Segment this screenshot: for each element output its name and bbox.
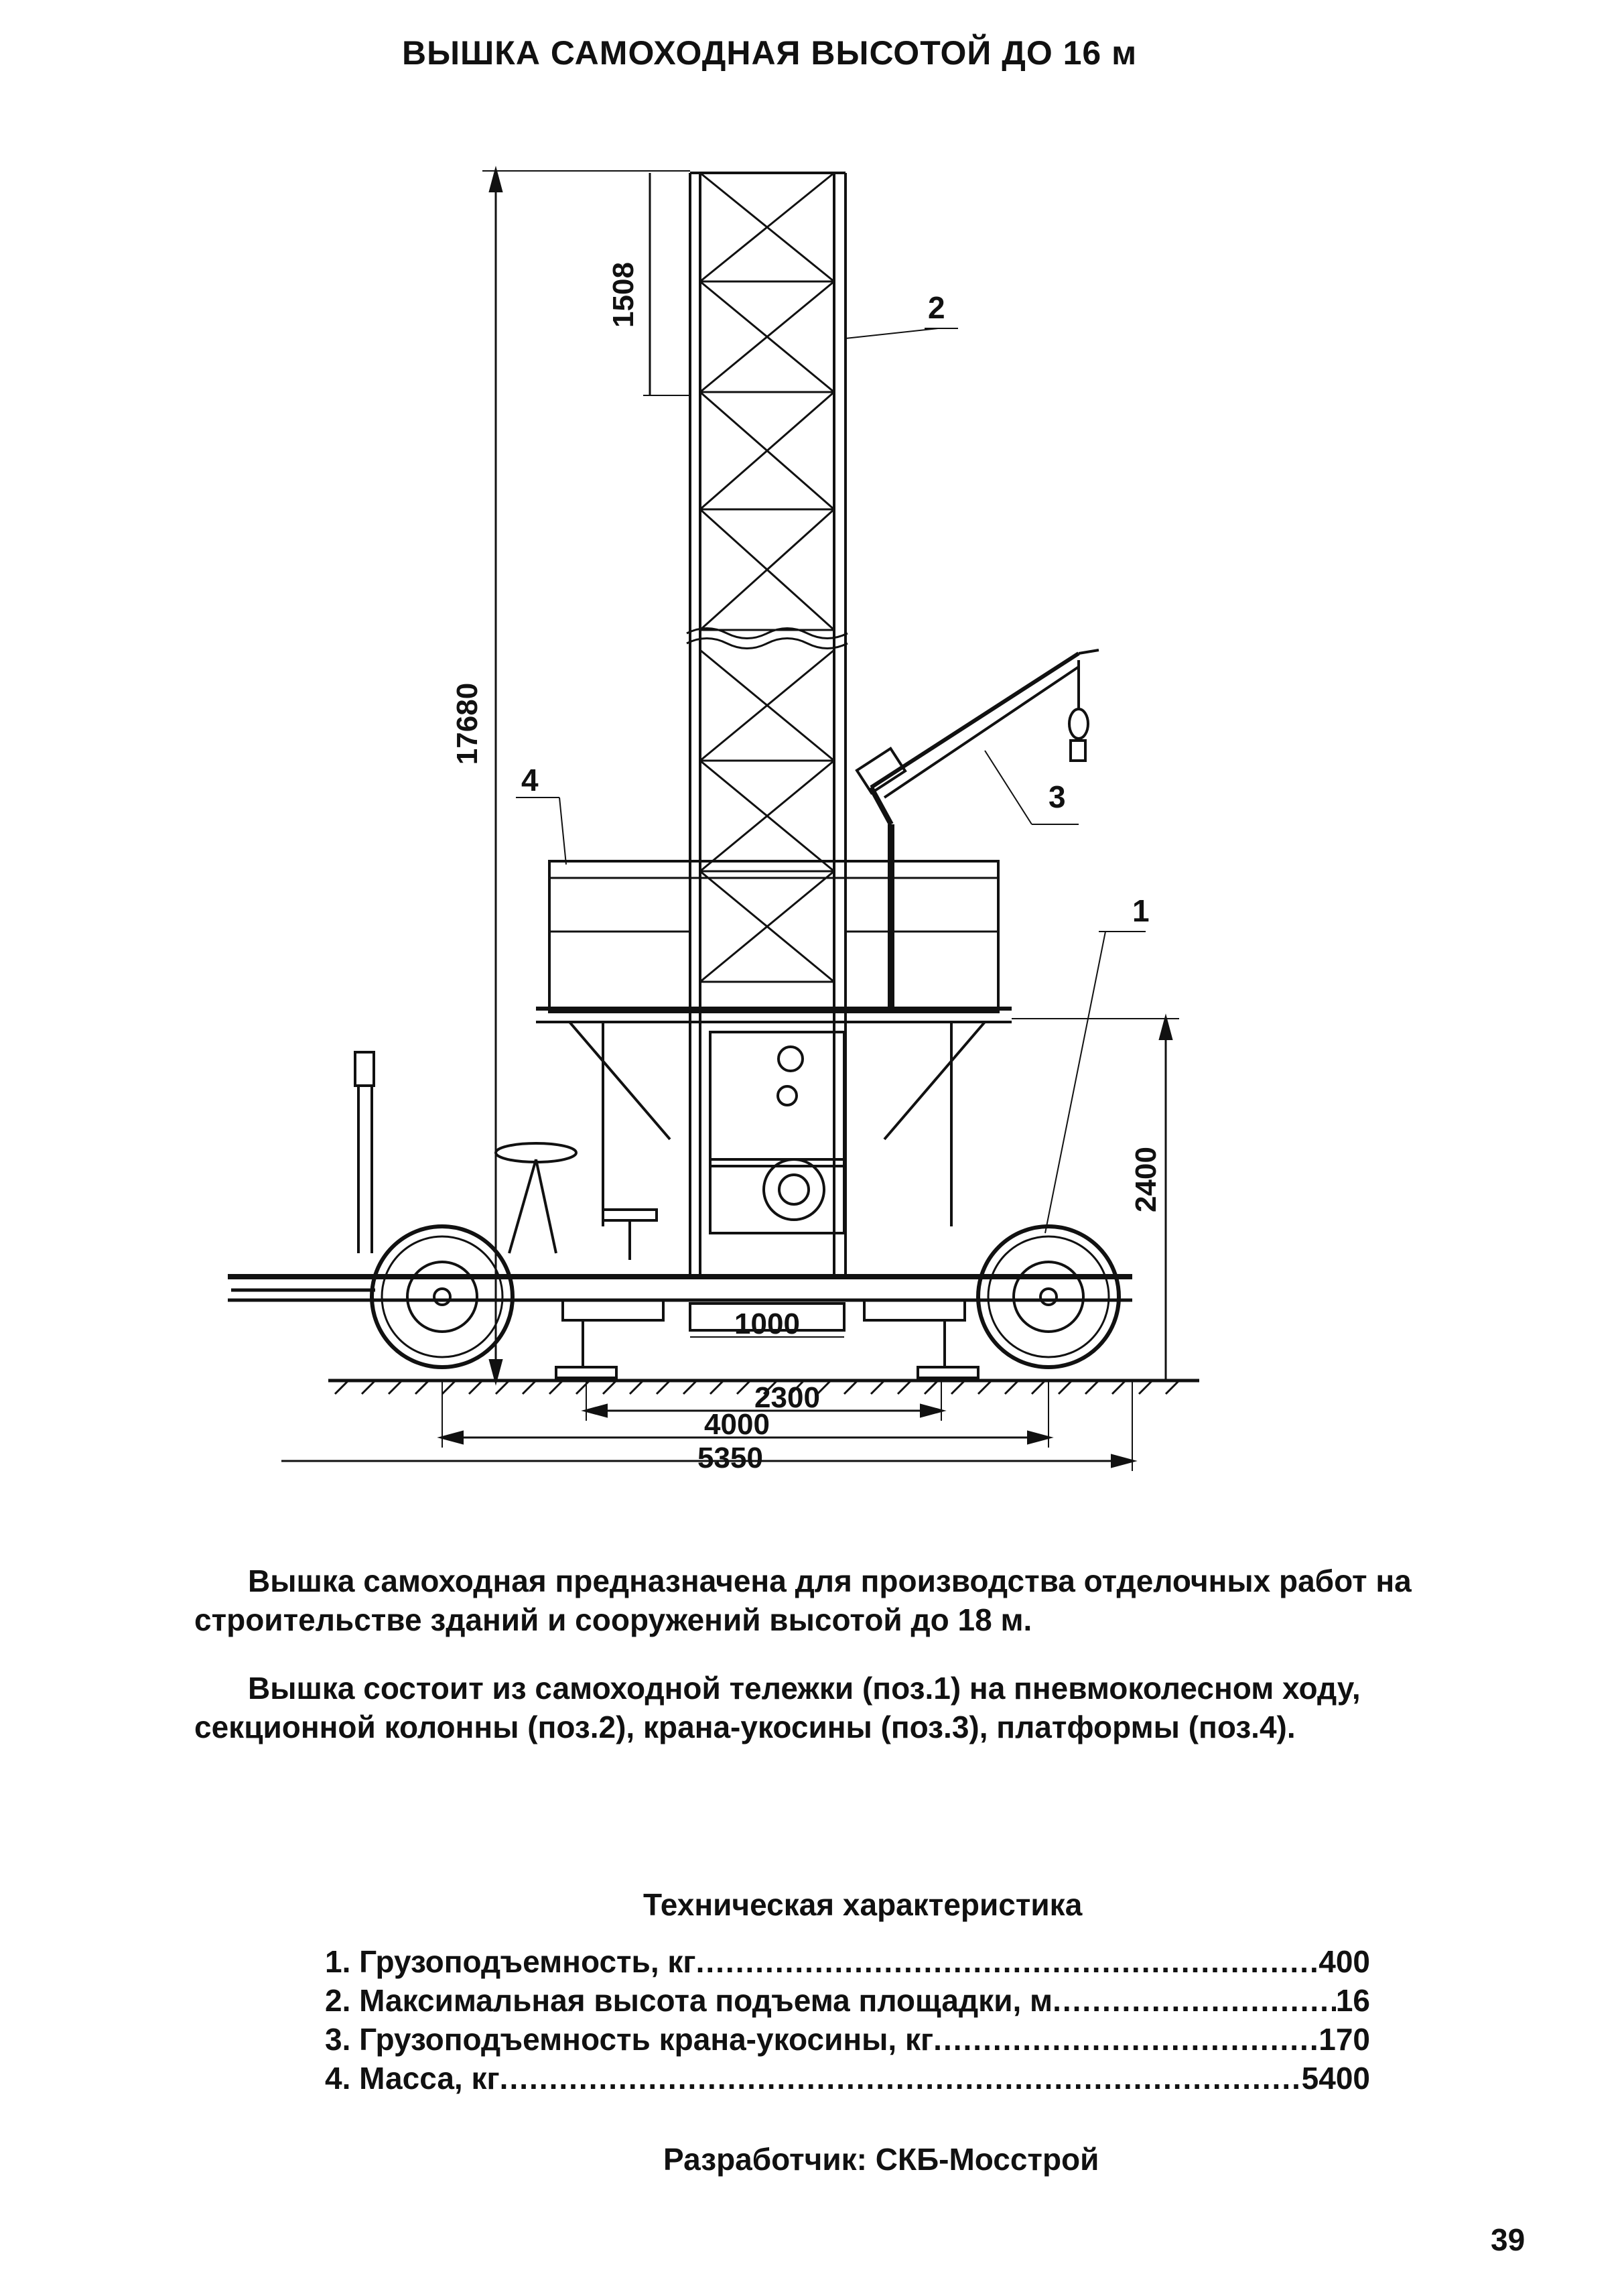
dim-platform-height: 2400 <box>1130 1147 1162 1212</box>
spec-item <box>325 2060 1370 2099</box>
callout-3: 3 <box>1049 779 1066 814</box>
spec-item <box>325 1943 1370 1982</box>
callout-2: 2 <box>928 290 945 325</box>
description-line: секционной колонны (поз.2), крана-укосины (поз.3), платформы (поз.4). <box>194 1710 1296 1744</box>
specs-title: Техническая характеристика <box>643 1887 1083 1922</box>
leader-dots <box>933 2021 1319 2057</box>
spec-item <box>325 2021 1370 2060</box>
description-line: строительстве зданий и сооружений высотой до 18 м. <box>194 1602 1032 1637</box>
page-title: ВЫШКА САМОХОДНАЯ ВЫСОТОЙ ДО 16 м <box>402 34 1138 72</box>
spec-item <box>325 1982 1370 2021</box>
description-line: Вышка самоходная предназначена для производства отделочных работ на <box>248 1564 1412 1598</box>
spec-label: 3. Грузоподъемность крана-укосины, кг <box>325 2022 934 2057</box>
description-paragraph-1 <box>194 1561 1467 1639</box>
spec-value: 5400 <box>1301 2061 1370 2096</box>
dim-frame-width: 1000 <box>734 1308 800 1340</box>
description-paragraph-2 <box>194 1669 1467 1746</box>
developer-credit: Разработчик: СКБ-Мосстрой <box>663 2142 1099 2177</box>
leader-dots <box>500 2060 1302 2096</box>
dim-section-height: 1508 <box>607 262 640 328</box>
leader-dots <box>696 1943 1319 1980</box>
callout-1: 1 <box>1132 893 1150 928</box>
dim-overall-length: 5350 <box>697 1442 763 1474</box>
dim-wheelbase: 4000 <box>704 1408 770 1441</box>
spec-value: 170 <box>1319 2022 1370 2057</box>
callout-4: 4 <box>521 763 539 798</box>
spec-value: 16 <box>1335 1983 1370 2018</box>
dim-total-height: 17680 <box>451 682 484 765</box>
spec-label: 2. Максимальная высота подъема площадки, м <box>325 1983 1053 2018</box>
dim-outrigger-span: 2300 <box>754 1381 820 1414</box>
description-line: Вышка состоит из самоходной тележки (поз.1) на пневмоколесном ходу, <box>248 1671 1361 1706</box>
leader-dots <box>1053 1982 1336 2019</box>
spec-value: 400 <box>1319 1944 1370 1979</box>
spec-label: 1. Грузоподъемность, кг <box>325 1944 696 1979</box>
spec-label: 4. Масса, кг <box>325 2061 500 2096</box>
specs-list <box>325 1943 1370 2099</box>
page-number: 39 <box>1491 2222 1526 2257</box>
